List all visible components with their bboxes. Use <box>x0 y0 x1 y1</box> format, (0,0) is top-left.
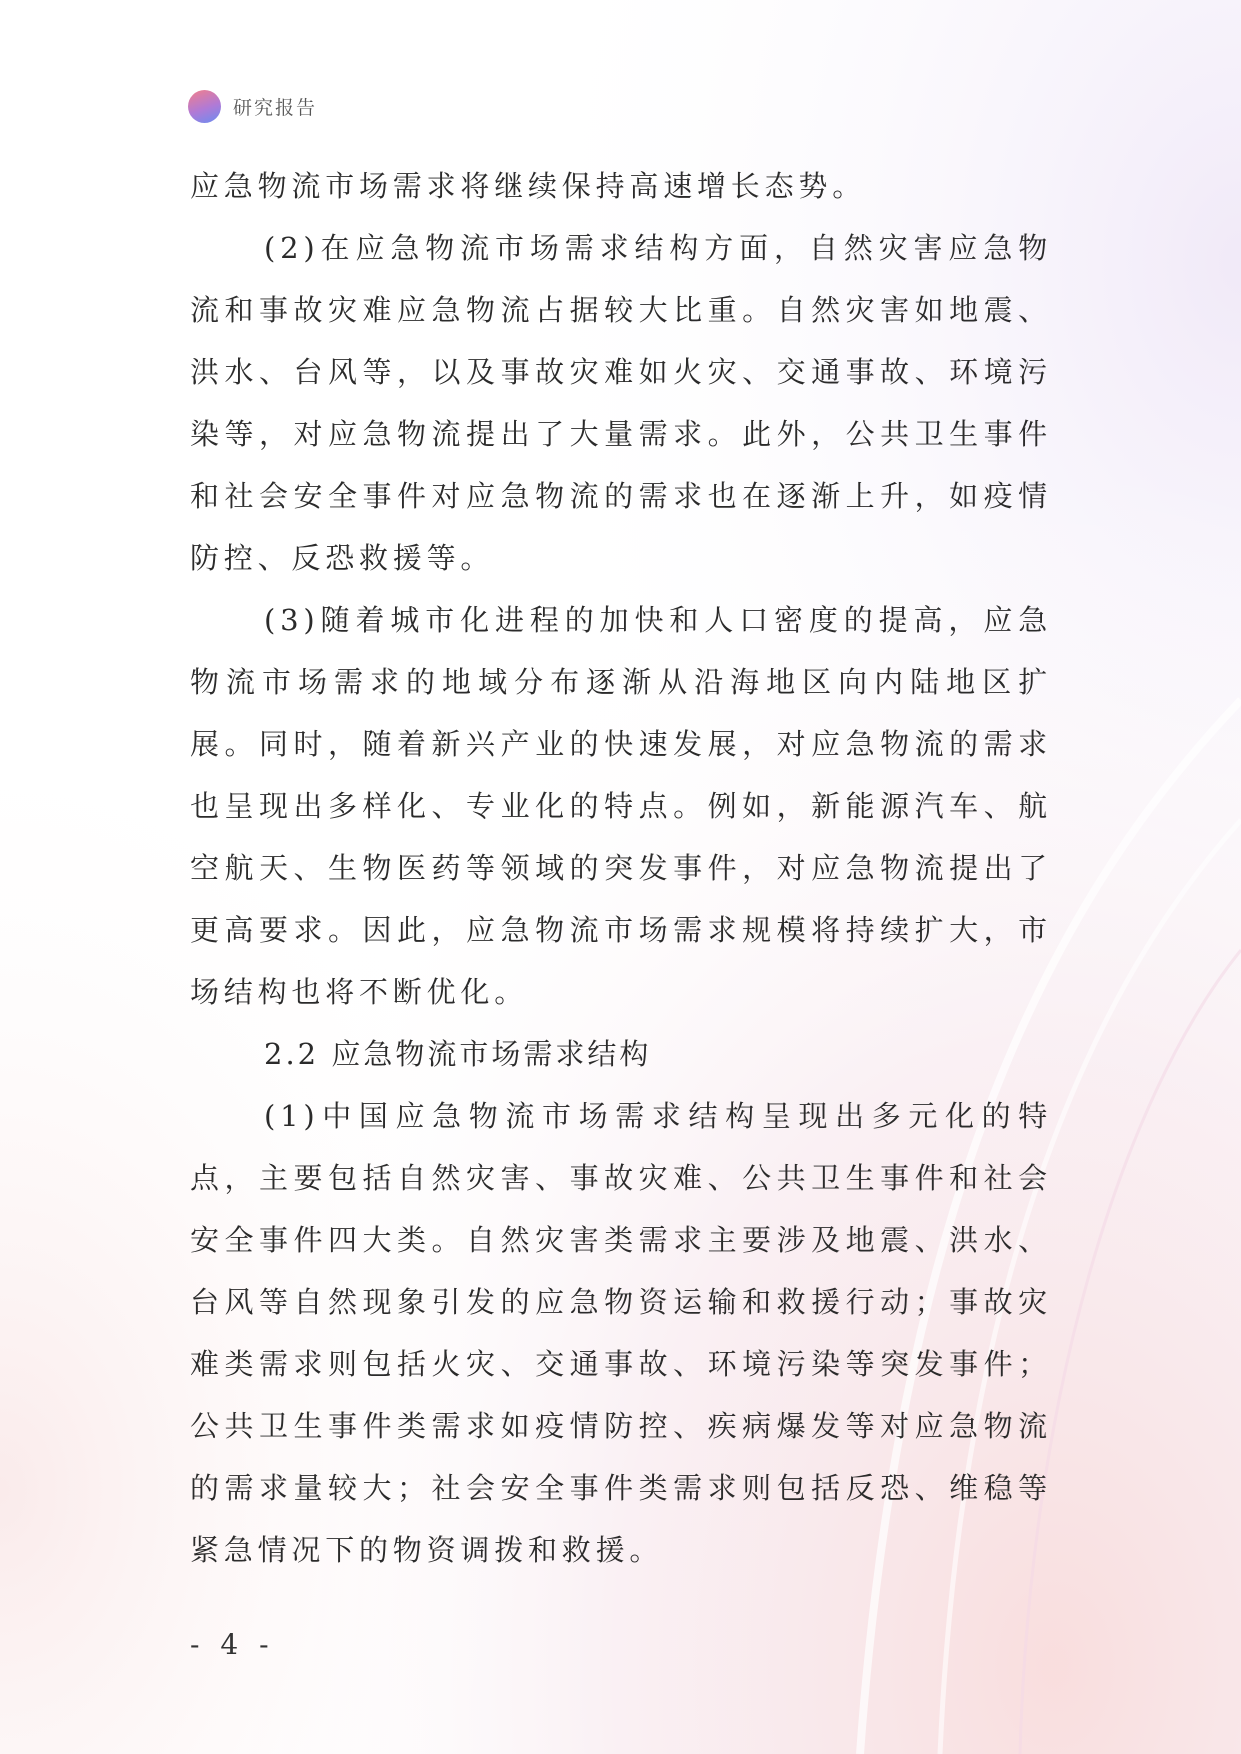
paragraph-3: (3)随着城市化进程的加快和人口密度的提高，应急物流市场需求的地域分布逐渐从沿海地区向内陆地区扩展。同时，随着新兴产业的快速发展，对应急物流的需求也呈现出多样化、专业化的特点。例如，新能源汽车、航空航天、生物医药等领域的突发事件，对应急物流提出了更高要求。因此，应急物流市场需求规模将持续扩大，市场结构也将不断优化。 <box>190 603 1052 1009</box>
paragraph-continuation: 应急物流市场需求将继续保持高速增长态势。 <box>190 169 867 203</box>
page-header <box>188 89 317 123</box>
document-body <box>190 155 1052 1581</box>
paragraph-2: (2)在应急物流市场需求结构方面，自然灾害应急物流和事故灾难应急物流占据较大比重。自然灾害如地震、洪水、台风等，以及事故灾难如火灾、交通事故、环境污染等，对应急物流提出了大量需求。此外，公共卫生事件和社会安全事件对应急物流的需求也在逐渐上升，如疫情防控、反恐救援等。 <box>190 231 1052 575</box>
paragraph-4: (1)中国应急物流市场需求结构呈现出多元化的特点，主要包括自然灾害、事故灾难、公共卫生事件和社会安全事件四大类。自然灾害类需求主要涉及地震、洪水、台风等自然现象引发的应急物资运输和救援行动；事故灾难类需求则包括火灾、交通事故、环境污染等突发事件；公共卫生事件类需求如疫情防控、疾病爆发等对应急物流的需求量较大；社会安全事件类需求则包括反恐、维稳等紧急情况下的物资调拨和救援。 <box>190 1099 1052 1567</box>
logo-icon <box>188 90 221 123</box>
section-heading: 2.2 应急物流市场需求结构 <box>264 1037 652 1071</box>
header-title: 研究报告 <box>233 96 318 119</box>
page-number: - 4 - <box>190 1628 275 1661</box>
